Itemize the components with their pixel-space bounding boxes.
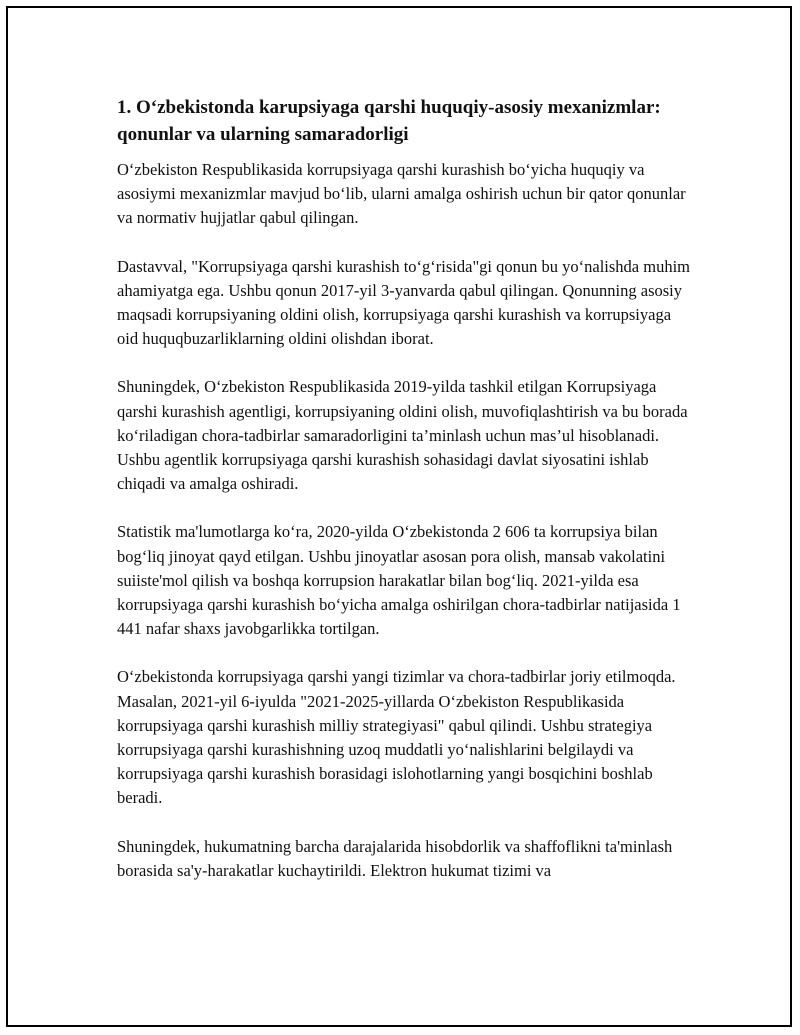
section-heading: 1. O‘zbekistonda karupsiyaga qarshi huquqiy-asosiy mexanizmlar: qonunlar va ularning samaradorligi bbox=[117, 97, 661, 145]
paragraph-statistics: Statistik ma'lumotlarga ko‘ra, 2020-yilda O‘zbekistonda 2 606 ta korrupsiya bilan bog‘liq jinoyat qayd etilgan. Ushbu jinoyatlar asosan pora olish, mansab vakolatini suiiste'mol qilish va boshqa korrupsion harakatlar bilan bog‘liq. 2021-yilda esa korrupsiyaga qarshi kurashish bo‘yicha amalga oshirilgan chora-tadbirlar natijasida 1 441 nafar shaxs javobgarlikka tortilgan. bbox=[117, 522, 681, 639]
paragraph-anti-corruption-agency: Shuningdek, O‘zbekiston Respublikasida 2019-yilda tashkil etilgan Korrupsiyaga qarshi kurashish agentligi, korrupsiyaning oldini olish, muvofiqlashtirish va bu borada ko‘riladigan chora-tadbirlar samaradorligini ta’minlash uchun mas’ul hisoblanadi. Ushbu agentlik korrupsiyaga qarshi kurashish sohasidagi davlat siyosatini ishlab chiqadi va amalga oshiradi. bbox=[117, 377, 688, 494]
paragraph-transparency: Shuningdek, hukumatning barcha darajalarida hisobdorlik va shaffoflikni ta'minlash borasida sa'y-harakatlar kuchaytirildi. Elektron hukumat tizimi va bbox=[117, 836, 673, 880]
paragraph-national-strategy: O‘zbekistonda korrupsiyaga qarshi yangi tizimlar va chora-tadbirlar joriy etilmoqda. Masalan, 2021-yil 6-iyulda "2021-2025-yillarda O‘zbekiston Respublikasida korrupsiyaga qarshi kurashish milliy strategiyasi" qabul qilindi. Ushbu strategiya korrupsiyaga qarshi kurashishning uzoq muddatli yo‘nalishlarini belgilaydi va korrupsiyaga qarshi kurashish borasidagi islohotlarning yangi bosqichini boshlab beradi. bbox=[117, 667, 676, 808]
paragraph-anti-corruption-law: Dastavval, "Korrupsiyaga qarshi kurashish to‘g‘risida"gi qonun bu yo‘nalishda muhim ahamiyatga ega. Ushbu qonun 2017-yil 3-yanvarda qabul qilingan. Qonunning asosiy maqsadi korrupsiyaning oldini olish, korrupsiyaga qarshi kurashish va korrupsiyaga oid huquqbuzarliklarning oldini olishdan iborat. bbox=[117, 256, 690, 349]
document-body bbox=[117, 94, 692, 907]
paragraph-legal-mechanisms: O‘zbekiston Respublikasida korrupsiyaga qarshi kurashish bo‘yicha huquqiy va asosiymi mexanizmlar mavjud bo‘lib, ularni amalga oshirish uchun bir qator qonunlar va normativ hujjatlar qabul qilingan. bbox=[117, 160, 686, 228]
